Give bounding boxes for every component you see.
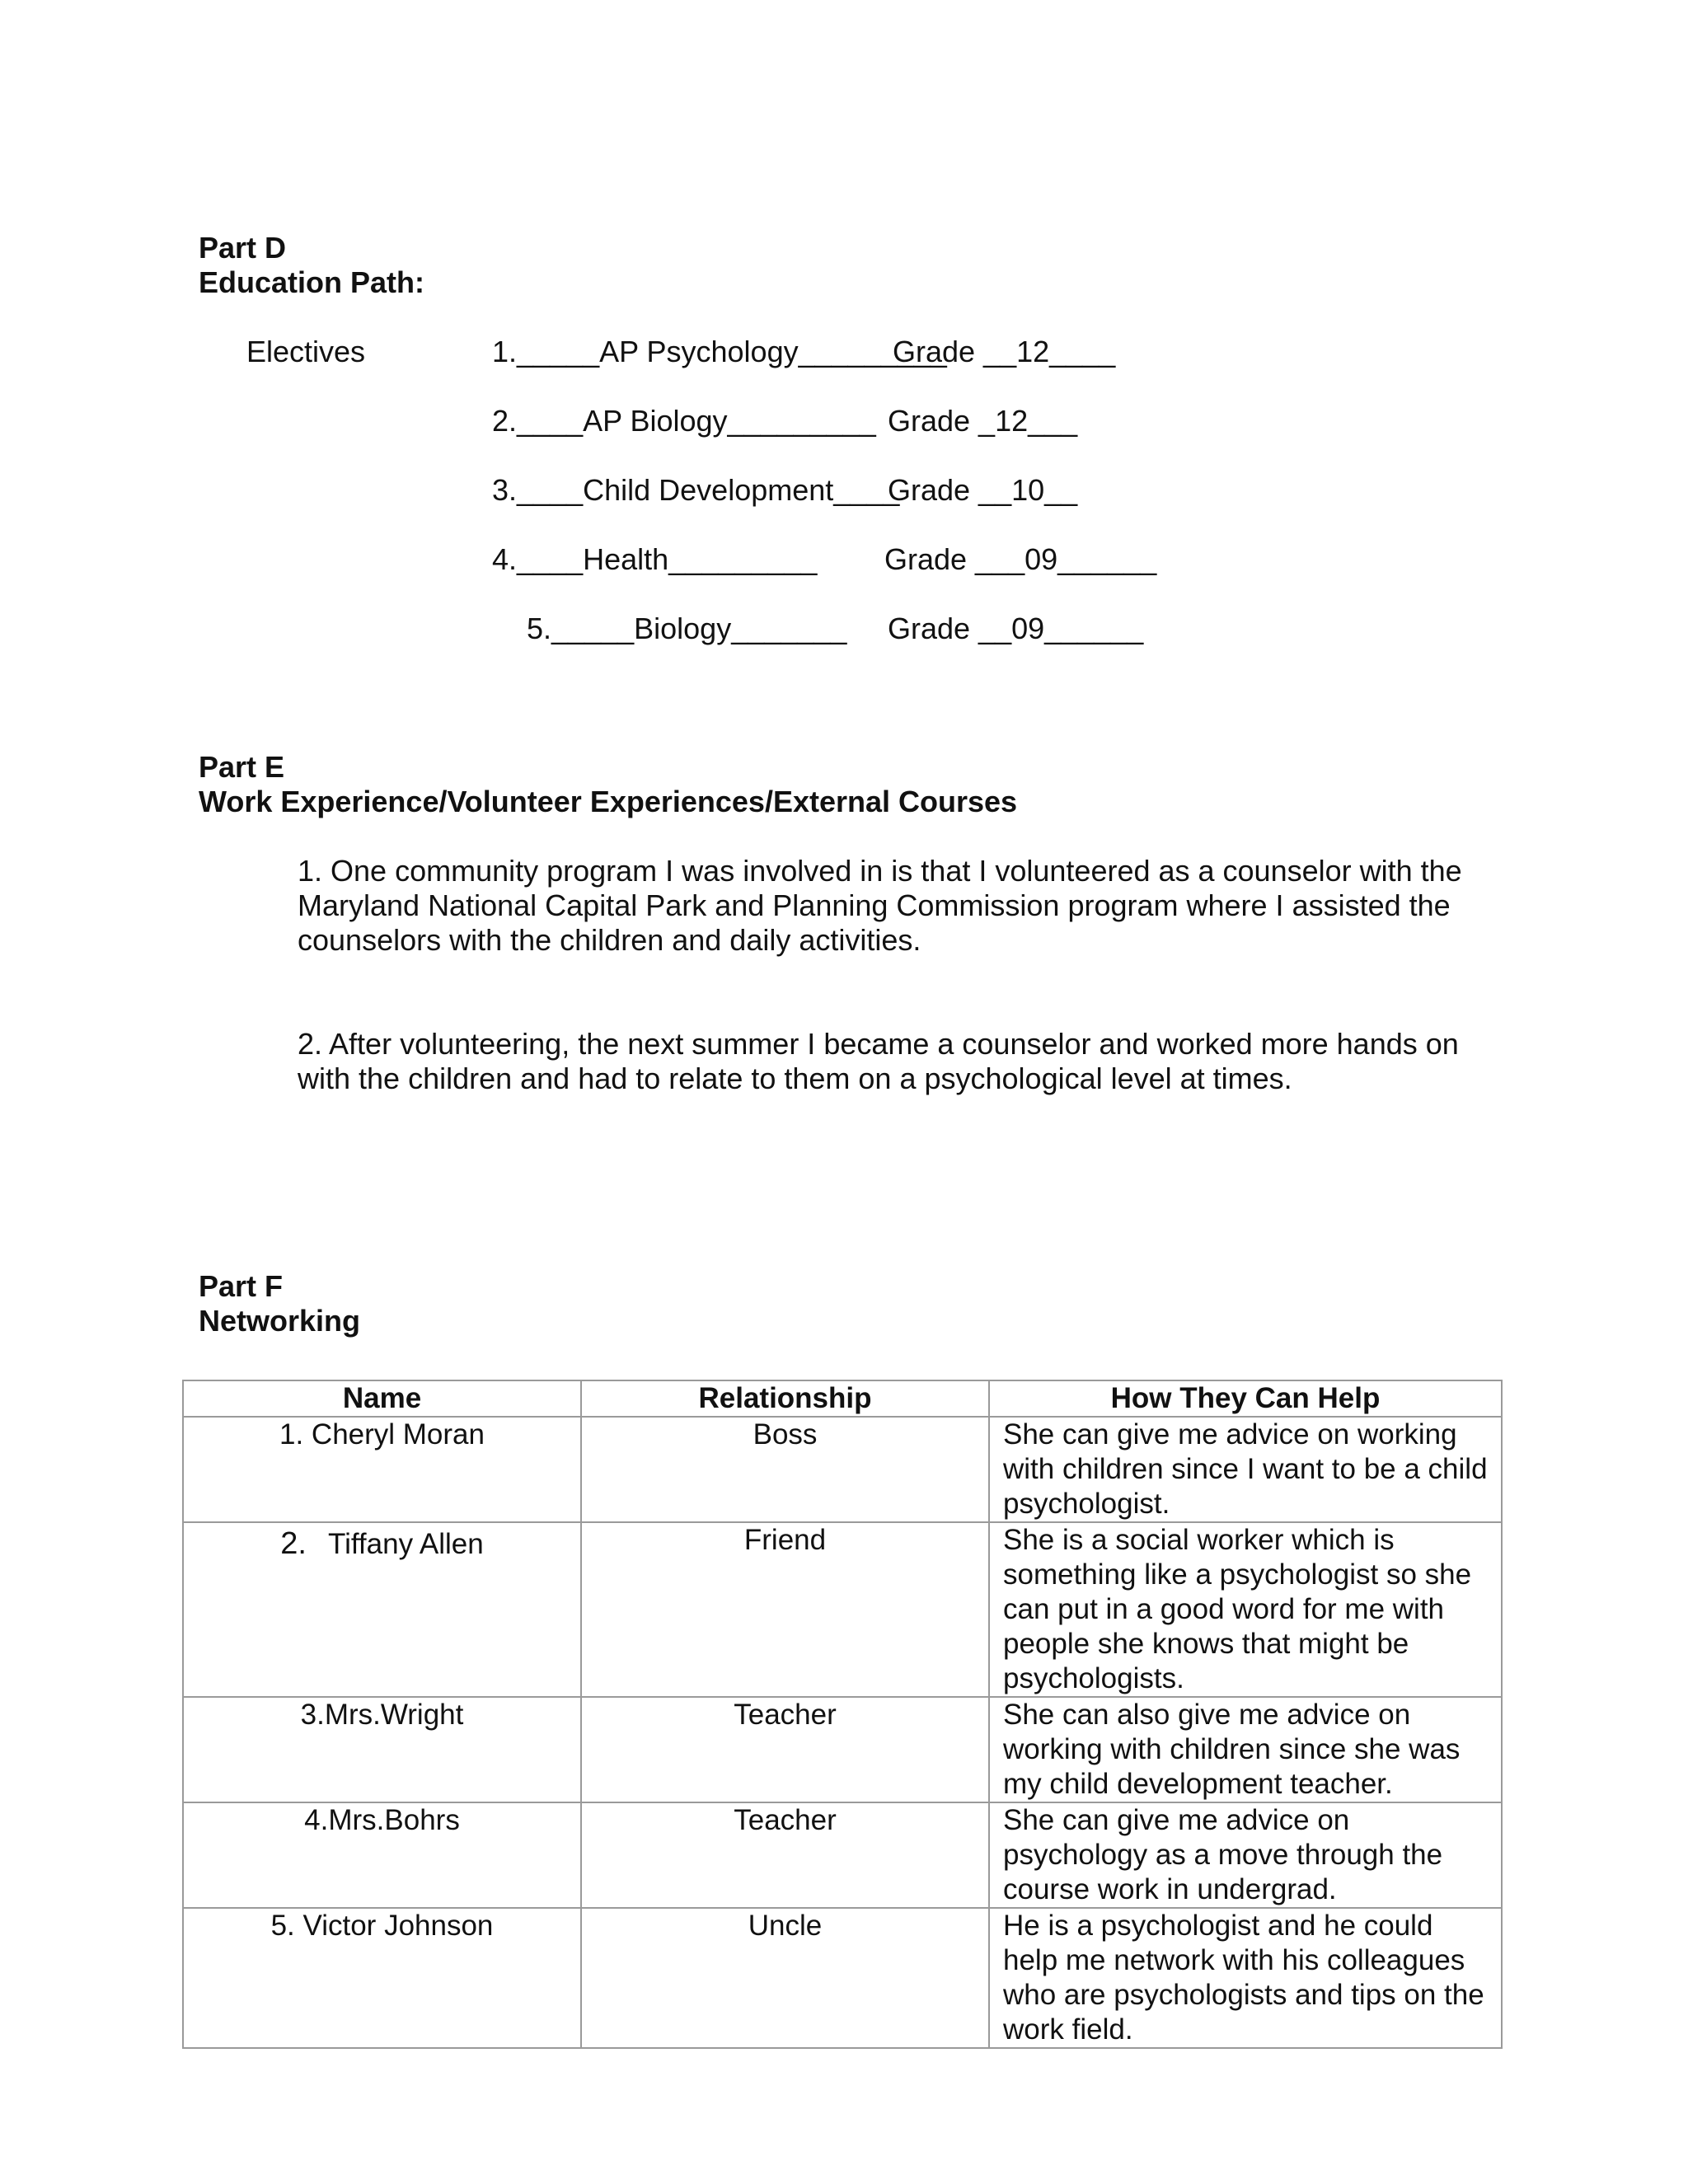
cell-name: 1. Cheryl Moran — [183, 1417, 581, 1522]
header-how-they-can-help: How They Can Help — [989, 1380, 1502, 1417]
elective-course-3: 3.____Child Development____ — [492, 473, 900, 507]
part-d-title: Part D — [199, 231, 287, 265]
table-row — [183, 1802, 1502, 1908]
elective-grade-1: Grade __12____ — [893, 335, 1116, 368]
elective-course-1: 1._____AP Psychology_________ — [492, 335, 947, 368]
elective-course-2: 2.____AP Biology_________ — [492, 404, 876, 438]
table-row — [183, 1417, 1502, 1522]
cell-help: She can give me advice on psychology as a move through the course work in undergrad. — [989, 1802, 1502, 1908]
cell-help: She can also give me advice on working with children since she was my child development teacher. — [989, 1697, 1502, 1802]
networking-table — [182, 1380, 1503, 2049]
elective-grade-5: Grade __09______ — [888, 612, 1144, 645]
experience-item-2: 2. After volunteering, the next summer I became a counselor and worked more hands on with the children and had to relate to them on a psychological level at times. — [298, 1027, 1459, 1095]
cell-relationship: Teacher — [581, 1802, 989, 1908]
cell-help: She is a social worker which is something like a psychologist so she can put in a good word for me with people she knows that might be psychologists. — [989, 1522, 1502, 1697]
cell-name: 3.Mrs.Wright — [183, 1697, 581, 1802]
part-f-subtitle: Networking — [199, 1304, 361, 1338]
cell-name: 5. Victor Johnson — [183, 1908, 581, 2048]
table-row — [183, 1697, 1502, 1802]
part-e-subtitle: Work Experience/Volunteer Experiences/External Courses — [199, 785, 1018, 818]
part-f-title: Part F — [199, 1269, 284, 1303]
part-e-title: Part E — [199, 750, 285, 784]
cell-name-number: 2. — [280, 1526, 307, 1561]
elective-course-5: 5._____Biology_______ — [527, 612, 847, 645]
table-row — [183, 1522, 1502, 1697]
electives-label: Electives — [246, 335, 366, 368]
header-relationship: Relationship — [581, 1380, 989, 1417]
experience-item-1: 1. One community program I was involved in is that I volunteered as a counselor with the Maryland National Capital Park and Planning Commission program where I assisted the counselors with the children and daily activities. — [298, 854, 1462, 957]
cell-relationship: Friend — [581, 1522, 989, 1697]
elective-course-4: 4.____Health_________ — [492, 542, 818, 576]
cell-name: 4.Mrs.Bohrs — [183, 1802, 581, 1908]
elective-grade-4: Grade ___09______ — [884, 542, 1157, 576]
table-row — [183, 1908, 1502, 2048]
elective-grade-2: Grade _12___ — [888, 404, 1078, 438]
cell-relationship: Teacher — [581, 1697, 989, 1802]
elective-grade-3: Grade __10__ — [888, 473, 1078, 507]
cell-name-text: Tiffany Allen — [327, 1528, 484, 1560]
cell-relationship: Uncle — [581, 1908, 989, 2048]
part-d-subtitle: Education Path: — [199, 265, 425, 299]
cell-help: She can give me advice on working with children since I want to be a child psychologist. — [989, 1417, 1502, 1522]
header-name: Name — [183, 1380, 581, 1417]
cell-help: He is a psychologist and he could help me network with his colleagues who are psychologists and tips on the work field. — [989, 1908, 1502, 2048]
cell-relationship: Boss — [581, 1417, 989, 1522]
cell-name — [183, 1522, 581, 1697]
